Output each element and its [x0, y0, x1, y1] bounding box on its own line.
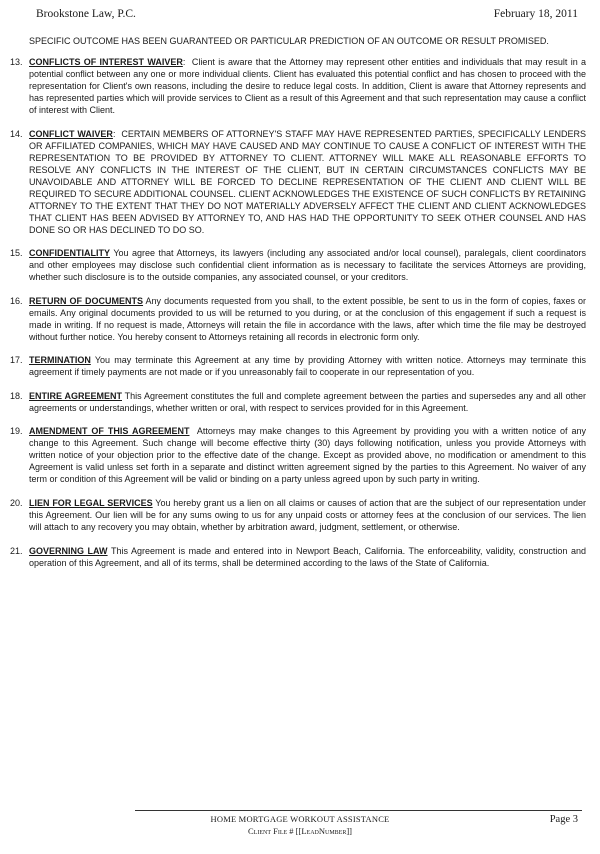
clause-separator: :: [112, 129, 116, 139]
document-date: February 18, 2011: [493, 8, 578, 20]
clause-19: [10, 425, 586, 485]
clause-body: Attorneys may make changes to this Agreement by providing you with a written notice of any change to this Agreement. Such change will become effective thirty (30) days following notification, unless you provide Attorneys with written notice of your objection prior to the effective date of the change. Except as provided above, no modification or amendment to this Agreement is valid unless set forth in a separate and distinct written agreement signed by the parties to this Agreement. No waiver of any term or condition of this Agreement will be valid or binding on a party unless agreed upon by such party in writing.: [29, 426, 586, 484]
clause-body: You hereby grant us a lien on all claims or causes of action that are the subject of our representation under this Agreement. Our lien will be for any sums owing to us for any unpaid costs or attorney fees at the conclusion of our services. The lien will attach to any recovery you may obtain, whether by arbitration award, judgment, settlement, or otherwise.: [29, 498, 586, 532]
clause-number: 18.: [10, 391, 23, 401]
clause-body: This Agreement is made and entered into in Newport Beach, California. The enforceability, validity, construction and operation of this Agreement, and all of its terms, shall be determined according to the laws of the State of California.: [29, 546, 586, 568]
clause-number: 15.: [10, 248, 23, 258]
clause-separator: :: [182, 57, 186, 67]
clause-body: Any documents requested from you shall, to the extent possible, be sent to us in the form of copies, faxes or emails. Any original documents provided to us will be returned to you during, or at the conclusion of this engagement if such a request is made in writing. If no request is made, Attorneys will retain the file in accordance with the laws, after which time the file may be destroyed without further notice. You hereby consent to Attorneys retaining all records in electronic form only.: [29, 296, 586, 342]
clause-title: AMENDMENT OF THIS AGREEMENT: [29, 426, 190, 436]
agreement-body: [10, 35, 586, 569]
clause-title: TERMINATION: [29, 355, 91, 365]
intro-continuation: SPECIFIC OUTCOME HAS BEEN GUARANTEED OR PARTICULAR PREDICTION OF AN OUTCOME OR RESULT PROMISED.: [29, 36, 549, 46]
clause-18: [10, 390, 586, 414]
clause-number: 14.: [10, 129, 23, 139]
clause-body: Client is aware that the Attorney may represent other entities and individuals that may result in a potential conflict between any one or more individual clients. Client has evaluated this potential conflict and has chosen to proceed with the representation for Client's own reasons, including the desire to reduce legal costs. In addition, Client is aware that Attorney represents and has represented parties which will provide services to Client as a result of this Agreement and that such representation may cause a conflict of interest with Client.: [29, 57, 586, 115]
footer-program-title: HOME MORTGAGE WORKOUT ASSISTANCE: [210, 814, 390, 824]
clause-title: CONFIDENTIALITY: [29, 248, 110, 258]
clause-body: CERTAIN MEMBERS OF ATTORNEY'S STAFF MAY HAVE REPRESENTED PARTIES, SPECIFICALLY LENDERS OR AFFILIATED COMPANIES, WHICH MAY HAVE CAUSED AND MAY CONTINUE TO CAUSE A CONFLICT OF INTEREST WITH THE REPRESENTATION TO BE PROVIDED BY ATTORNEY TO CLIENT. ATTORNEY WILL MAKE ALL REASONABLE EFFORTS TO RESOLVE ANY CONFLICTS IN THE INTEREST OF THE CLIENT, BUT IN CERTAIN CIRCUMSTANCES CONFLICTS MAY BE UNAVOIDABLE AND ATTORNEY WILL BE FORCED TO DECLINE REPRESENTATION OF THE CLIENT AND CLIENT WILL BE REQUIRED TO SECURE ADDITIONAL COUNSEL. CLIENT ACKNOWLEDGES THE EXISTENCE OF SUCH CONFLICTS BY RETAINING ATTORNEY TO THE EXTENT THAT THEY DO NOT MATERIALLY ADVERSELY AFFECT THE CLIENT AND CLIENT ACKNOWLEDGES THAT CLIENT HAS BEEN ADVISED BY ATTORNEY TO, AND HAS HAD THE OPPORTUNITY TO SEEK OTHER COUNSEL AND HAS DONE SO OR HAS DECLINED TO DO SO.: [29, 129, 586, 235]
clause-number: 19.: [10, 426, 23, 436]
clause-title: GOVERNING LAW: [29, 546, 108, 556]
clause-16: [10, 295, 586, 343]
clause-body: You may terminate this Agreement at any time by providing Attorney with written notice. Attorneys may terminate this agreement if timely payments are not made or if you unreasonably fail to cooperate in our representation of you.: [29, 355, 587, 377]
clause-number: 16.: [10, 296, 23, 306]
clause-number: 17.: [10, 355, 23, 365]
page-number: Page 3: [549, 814, 578, 825]
clause-title: CONFLICTS OF INTEREST WAIVER: [29, 57, 183, 67]
clause-title: CONFLICT WAIVER: [29, 129, 113, 139]
clause-number: 21.: [10, 546, 23, 556]
page-header: [36, 8, 578, 26]
clause-title: LIEN FOR LEGAL SERVICES: [29, 498, 153, 508]
clause-title: ENTIRE AGREEMENT: [29, 391, 122, 401]
clause-13: [10, 56, 586, 116]
clause-title: RETURN OF DOCUMENTS: [29, 296, 144, 306]
clause-17: [10, 354, 586, 378]
clause-body: This Agreement constitutes the full and complete agreement between the parties and supersedes any and all other agreements or understandings, whether written or oral, with respect to services provided for in this Agreement.: [29, 391, 587, 413]
clause-20: [10, 497, 586, 533]
clause-number: 20.: [10, 498, 23, 508]
clause-15: [10, 247, 586, 283]
clause-body: You agree that Attorneys, its lawyers (including any associated and/or local counsel), paralegals, client coordinators and other employees may disclose such confidential client information as is necessary to facilitate the services Attorneys are providing, whether such disclosure is to the outside companies, any associated counsel, or your creditors.: [29, 248, 586, 282]
firm-name: Brookstone Law, P.C.: [36, 8, 136, 20]
clause-number: 13.: [10, 57, 23, 67]
clause-21: [10, 545, 586, 569]
footer-client-file: Client File # [[LeadNumber]]: [248, 826, 352, 836]
clause-14: [10, 128, 586, 236]
footer-divider: [135, 810, 582, 811]
